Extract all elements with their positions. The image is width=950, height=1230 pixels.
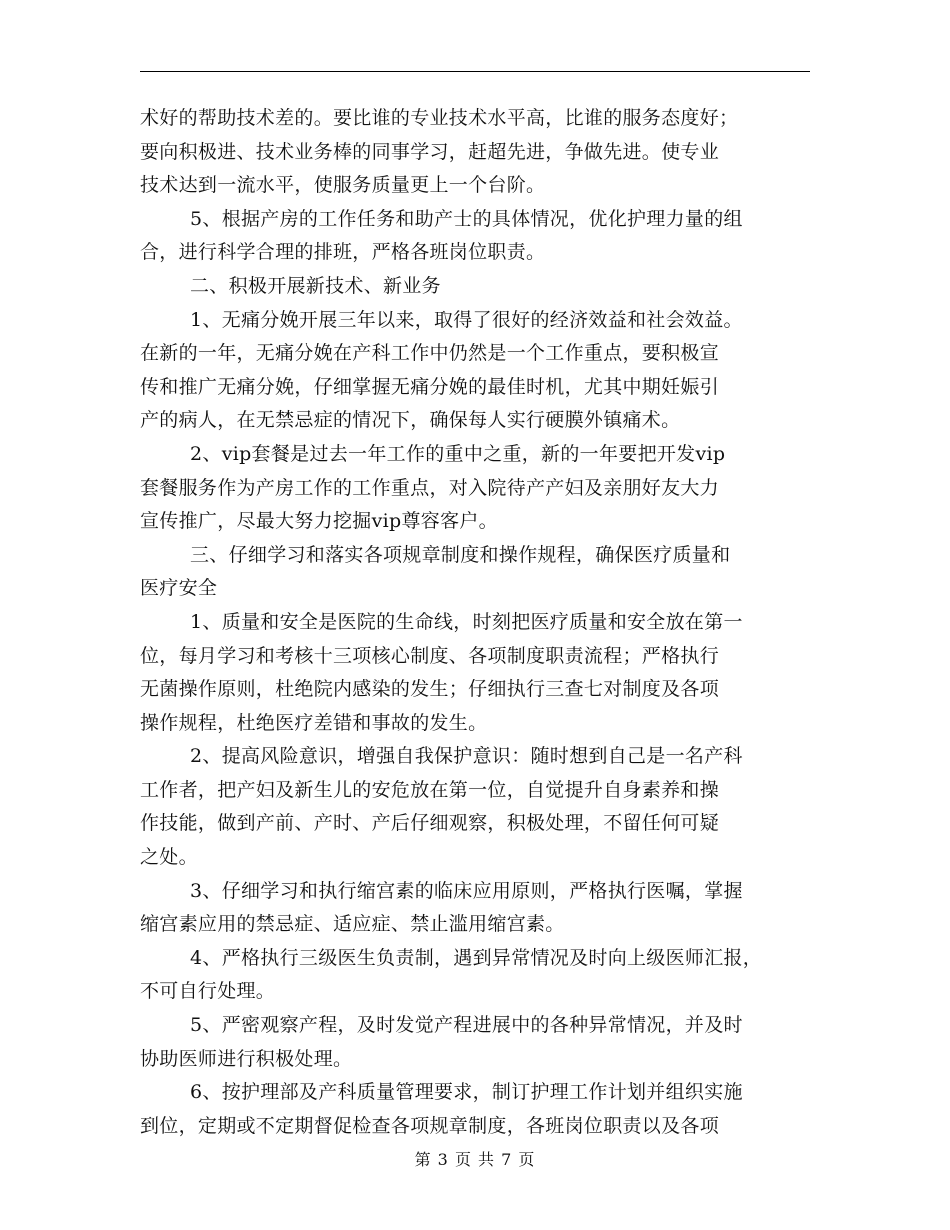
paragraph-line: 传和推广无痛分娩，仔细掌握无痛分娩的最佳时机，尤其中期妊娠引 bbox=[140, 375, 720, 398]
paragraph-line: 操作规程，杜绝医疗差错和事故的发生。 bbox=[140, 711, 488, 734]
paragraph-first-line: 6、按护理部及产科质量管理要求，制订护理工作计划并组织实施 bbox=[190, 1081, 743, 1104]
paragraph-line: 合，进行科学合理的排班，严格各班岗位职责。 bbox=[140, 241, 546, 264]
header-rule bbox=[140, 71, 810, 72]
paragraph-line: 不可自行处理。 bbox=[140, 980, 276, 1003]
paragraph-line: 缩宫素应用的禁忌症、适应症、禁止滥用缩宫素。 bbox=[140, 913, 565, 936]
paragraph-line: 产的病人，在无禁忌症的情况下，确保每人实行硬膜外镇痛术。 bbox=[140, 409, 681, 432]
paragraph-first-line: 5、根据产房的工作任务和助产士的具体情况，优化护理力量的组 bbox=[190, 207, 743, 230]
paragraph-line: 技术达到一流水平，使服务质量更上一个台阶。 bbox=[140, 174, 546, 197]
paragraph-line: 位，每月学习和考核十三项核心制度、各项制度职责流程；严格执行 bbox=[140, 644, 720, 667]
paragraph-first-line: 1、质量和安全是医院的生命线，时刻把医疗质量和安全放在第一 bbox=[190, 610, 743, 633]
page-footer: 第 3 页 共 7 页 bbox=[414, 1150, 536, 1169]
paragraph-line: 之处。 bbox=[140, 846, 198, 869]
paragraph-first-line: 2、vip套餐是过去一年工作的重中之重，新的一年要把开发vip bbox=[190, 442, 726, 465]
paragraph-first-line: 二、积极开展新技术、新业务 bbox=[190, 274, 441, 297]
paragraph-line: 工作者，把产妇及新生儿的安危放在第一位，自觉提升自身素养和操 bbox=[140, 778, 720, 801]
paragraph-line: 协助医师进行积极处理。 bbox=[140, 1047, 353, 1070]
paragraph-first-line: 2、提高风险意识，增强自我保护意识：随时想到自己是一名产科 bbox=[190, 745, 743, 768]
paragraph-line: 套餐服务作为产房工作的工作重点，对入院待产产妇及亲朋好友大力 bbox=[140, 476, 720, 499]
paragraph-line: 术好的帮助技术差的。要比谁的专业技术水平高，比谁的服务态度好； bbox=[140, 107, 739, 129]
paragraph-line: 作技能，做到产前、产时、产后仔细观察，积极处理，不留任何可疑 bbox=[140, 812, 720, 835]
paragraph-first-line: 5、严密观察产程，及时发觉产程进展中的各种异常情况，并及时 bbox=[190, 1014, 743, 1037]
document-body bbox=[140, 102, 810, 1143]
paragraph-line: 在新的一年，无痛分娩在产科工作中仍然是一个工作重点，要积极宣 bbox=[140, 342, 720, 365]
paragraph-line: 到位，定期或不定期督促检查各项规章制度，各班岗位职责以及各项 bbox=[140, 1114, 720, 1137]
paragraph-first-line: 1、无痛分娩开展三年以来，取得了很好的经济效益和社会效益。 bbox=[190, 308, 743, 331]
paragraph-line: 宣传推广，尽最大努力挖掘vip尊容客户。 bbox=[140, 510, 498, 533]
paragraph-line: 要向积极进、技术业务棒的同事学习，赶超先进，争做先进。使专业 bbox=[140, 140, 720, 163]
paragraph-first-line: 4、严格执行三级医生负责制，遇到异常情况及时向上级医师汇报， bbox=[190, 946, 763, 969]
paragraph-first-line: 三、仔细学习和落实各项规章制度和操作规程，确保医疗质量和 bbox=[190, 543, 731, 566]
paragraph-line: 无菌操作原则，杜绝院内感染的发生；仔细执行三查七对制度及各项 bbox=[140, 678, 720, 701]
paragraph-line: 医疗安全 bbox=[140, 577, 218, 600]
paragraph-first-line: 3、仔细学习和执行缩宫素的临床应用原则，严格执行医嘱，掌握 bbox=[190, 879, 743, 902]
